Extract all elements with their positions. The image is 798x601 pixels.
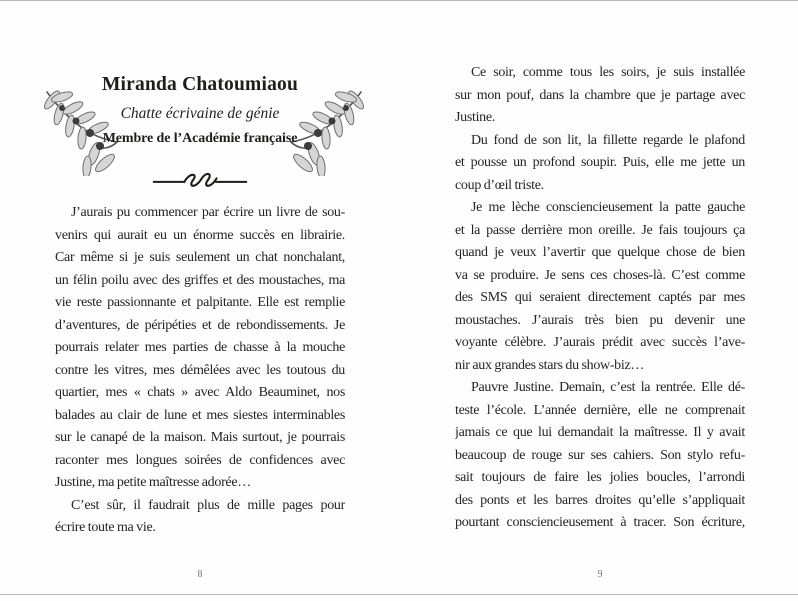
text-line: pourrais relater mes parties de chasse à la mouche bbox=[55, 340, 345, 355]
calligraphic-knot-icon bbox=[152, 170, 248, 192]
chapter-title: Miranda Chatoumiaou bbox=[101, 74, 299, 95]
text-line: quand je veux l’avertir que quelque chose de bien bbox=[455, 245, 745, 260]
text-line: des SMS qui seraient directement captés par mes bbox=[455, 290, 745, 305]
text-line: sur le canapé de la maison. Mais surtout, je pourrais bbox=[55, 430, 345, 445]
text-line: va se produire. Je sens ces choses-là. C’est comme bbox=[455, 267, 745, 283]
text-line: Pauvre Justine. Demain, c’est la rentrée. Elle dé- bbox=[471, 380, 745, 395]
section-divider bbox=[55, 170, 345, 197]
text-line: et pousse un profond soupir. Puis, elle me jette un bbox=[455, 155, 745, 170]
text-line: des ponts et les barres droites qu’elle s’appliquait bbox=[455, 492, 745, 508]
text-line: teste l’école. L’année dernière, elle ne comprenait bbox=[455, 402, 745, 418]
chapter-affiliation: Membre de l’Académie française bbox=[102, 131, 298, 146]
text-line: J’aurais pu commencer par écrire un livre de sou- bbox=[71, 205, 345, 220]
text-line: Je me lèche consciencieusement la patte gauche bbox=[471, 200, 745, 215]
text-line: quartier, mes « chats » avec Aldo Beauminet, nos bbox=[55, 385, 345, 400]
chapter-header bbox=[55, 0, 345, 147]
page-number-right: 9 bbox=[597, 569, 603, 580]
text-line: Justine, ma petite maîtresse adorée… bbox=[55, 475, 251, 490]
text-line: sait toujours de faire les jolies boucles, l’arrondi bbox=[455, 470, 745, 485]
text-line: vie reste passionnante et palpitante. Elle est remplie bbox=[55, 295, 345, 310]
text-line: Ce soir, comme tous les soirs, je suis installée bbox=[471, 65, 745, 80]
text-line: beaucoup de rouge sur ses cahiers. Son stylo refu- bbox=[455, 447, 745, 463]
text-line: moustaches. J’aurais très bien pu devenir une bbox=[455, 312, 745, 328]
text-line: raconter mes longues soirées de confidences avec bbox=[55, 452, 345, 468]
text-line: voyante célèbre. J’aurais prédit avec succès l’ave- bbox=[455, 335, 745, 350]
text-line: contre les vitres, mes démêlées avec les toutous du bbox=[55, 362, 345, 378]
page-number-left: 8 bbox=[197, 569, 203, 580]
page-right bbox=[455, 0, 745, 594]
text-line: venirs qui aurait eu un énorme succès en librairie. bbox=[55, 227, 345, 243]
page-left bbox=[30, 0, 375, 594]
text-line: d’aventures, de péripéties et de rebondissements. Je bbox=[55, 317, 345, 333]
text-line: balades au clair de lune et mes siestes interminables bbox=[55, 407, 345, 423]
text-line: nir aux grandes stars du show-biz… bbox=[455, 357, 645, 373]
right-page-text bbox=[455, 62, 745, 535]
text-line: Justine. bbox=[455, 110, 495, 125]
text-line: sur mon pouf, dans la chambre que je partage avec bbox=[455, 87, 745, 103]
text-line: jamais ce que lui demandait la maîtresse. Il y avait bbox=[455, 425, 745, 440]
chapter-subtitle: Chatte écrivaine de génie bbox=[120, 105, 280, 122]
text-line: et la passe derrière mon oreille. Je fais toujours ça bbox=[455, 222, 745, 238]
text-line: Car même si je suis seulement un chat nonchalant, bbox=[55, 250, 345, 265]
text-line: Du fond de son lit, la fillette regarde le plafond bbox=[471, 132, 745, 148]
bottom-border-rule bbox=[0, 594, 798, 595]
left-page-text bbox=[55, 202, 345, 540]
text-line: écrire toute ma vie. bbox=[55, 520, 156, 535]
text-line: C’est sûr, il faudrait plus de mille pages pour bbox=[71, 497, 345, 513]
text-line: un félin poilu avec des griffes et des moustaches, ma bbox=[55, 272, 345, 288]
text-line: pourtant consciencieusement à tracer. Son écriture, bbox=[455, 515, 745, 530]
text-line: coup d’œil triste. bbox=[455, 177, 544, 193]
